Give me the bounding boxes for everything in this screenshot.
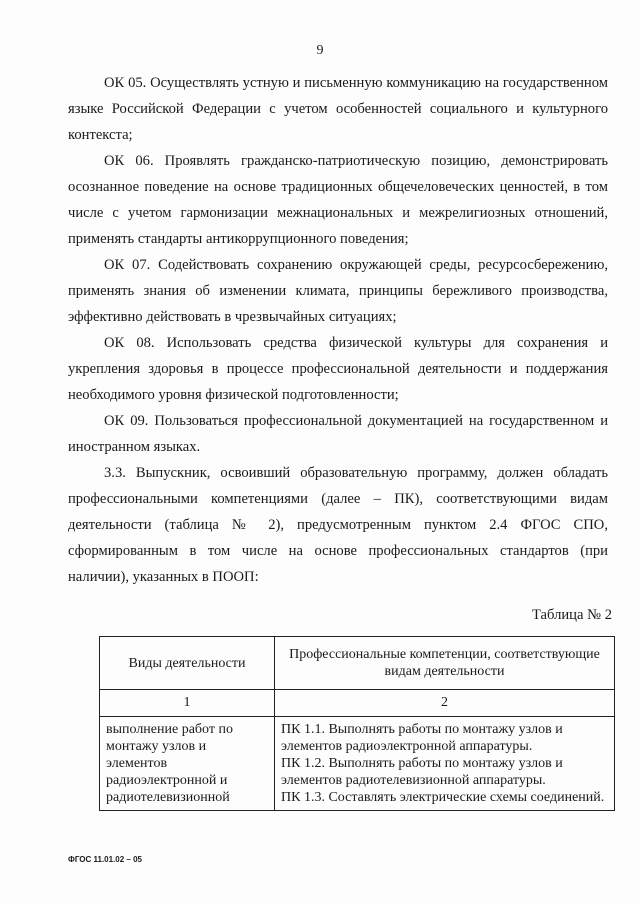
body-text	[68, 70, 608, 590]
activity-cell: выполнение работ по монтажу узлов и элементов радиоэлектронной и радиотелевизионной	[100, 717, 275, 811]
paragraph-3-3: 3.3. Выпускник, освоивший образовательную программу, должен обладать профессиональными компетенциями (далее – ПК), соответствующими видам деятельности (таблица № 2), предусмотренным пунктом 2.4 ФГОС СПО, сформированным в том числе на основе профессиональных стандартов (при наличии), указанных в ПООП:	[68, 465, 608, 585]
table-number-row	[100, 690, 615, 717]
paragraph-ok07: ОК 07. Содействовать сохранению окружающей среды, ресурсосбережению, применять знания об изменении климата, принципы бережливого производства, эффективно действовать в чрезвычайных ситуациях;	[68, 257, 608, 325]
competency-pk-1-2: ПК 1.2. Выполнять работы по монтажу узлов и элементов радиотелевизионной аппаратуры.	[281, 756, 563, 788]
competency-pk-1-3: ПК 1.3. Составлять электрические схемы соединений.	[281, 790, 605, 805]
competencies-cell	[275, 717, 615, 811]
header-activity: Виды деятельности	[100, 637, 275, 690]
table-header-row	[100, 637, 615, 690]
paragraph-ok05: ОК 05. Осуществлять устную и письменную коммуникацию на государственном языке Российской Федерации с учетом особенностей социального и культурного контекста;	[68, 75, 608, 143]
column-number-2: 2	[275, 690, 615, 717]
column-number-1: 1	[100, 690, 275, 717]
header-competencies: Профессиональные компетенции, соответствующие видам деятельности	[275, 637, 615, 690]
competencies-table	[99, 636, 615, 811]
table-row	[100, 717, 615, 811]
paragraph-ok09: ОК 09. Пользоваться профессиональной документацией на государственном и иностранном языках.	[68, 413, 608, 455]
paragraph-ok08: ОК 08. Использовать средства физической культуры для сохранения и укрепления здоровья в процессе профессиональной деятельности и поддержания необходимого уровня физической подготовленности;	[68, 335, 608, 403]
paragraph-ok06: ОК 06. Проявлять гражданско-патриотическую позицию, демонстрировать осознанное поведение на основе традиционных общечеловеческих ценностей, в том числе с учетом гармонизации межнациональных и межрелигиозных отношений, применять стандарты антикоррупционного поведения;	[68, 153, 608, 247]
table-caption: Таблица № 2	[532, 607, 612, 623]
page-number: 9	[316, 43, 324, 58]
competency-pk-1-1: ПК 1.1. Выполнять работы по монтажу узлов и элементов радиоэлектронной аппаратуры.	[281, 722, 563, 754]
footer-standard-code: ФГОС 11.01.02 – 05	[68, 855, 142, 864]
